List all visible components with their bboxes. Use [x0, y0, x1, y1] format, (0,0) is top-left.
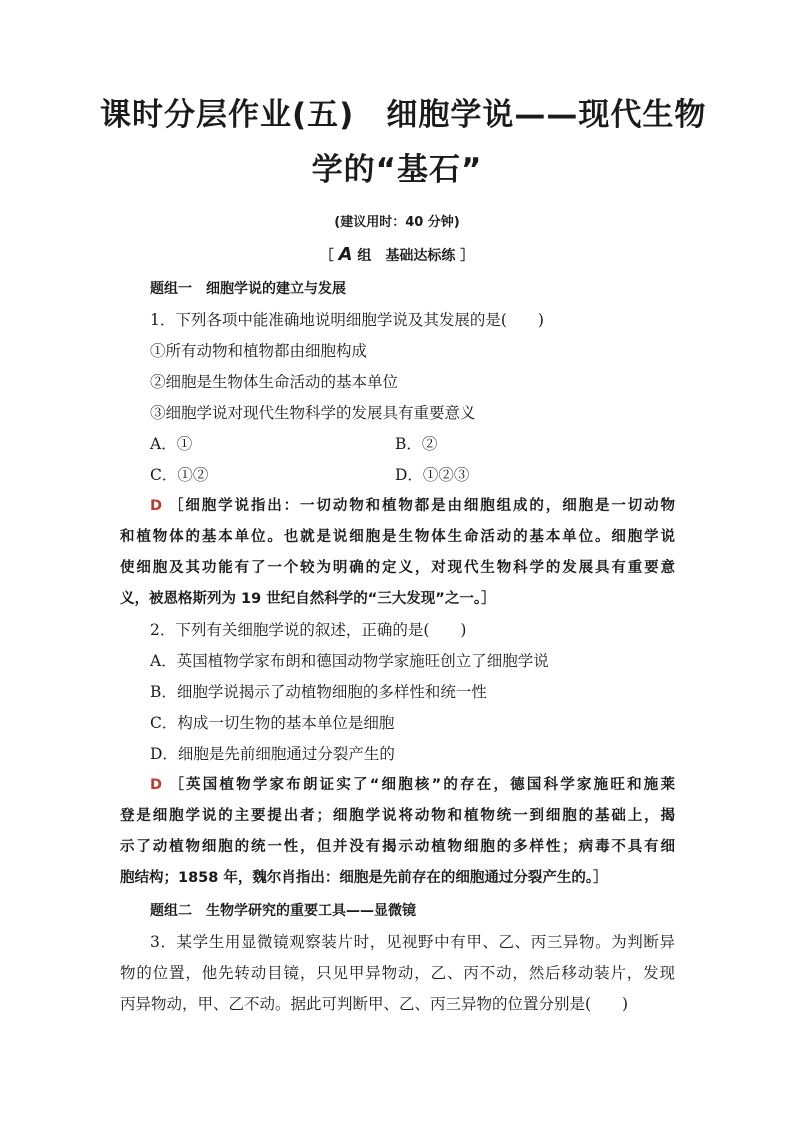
group-bracket-open: ［ — [319, 248, 334, 264]
answer-explanation-line: 和植物体的基本单位。也就是说细胞是生物体生命活动的基本单位。细胞学说 — [120, 529, 675, 545]
question-1-option-c: C．①② — [150, 466, 209, 484]
question-2-answer — [150, 774, 675, 796]
answer-explanation-line: 示了动植物细胞的统一性，但并没有揭示动植物细胞的多样性；病毒不具有细 — [120, 839, 675, 855]
answer-explanation-line: 义，被恩格斯列为 19 世纪自然科学的“三大发现”之一。］ — [120, 591, 496, 607]
question-3-line: 3．某学生用显微镜观察装片时，见视野中有甲、乙、丙三异物。为判断异 — [150, 933, 675, 951]
answer-letter: D — [150, 498, 163, 514]
question-1-item: ②细胞是生物体生命活动的基本单位 — [150, 373, 399, 391]
question-1-option-d: D．①②③ — [395, 466, 470, 484]
question-2-option-a: A．英国植物学家布朗和德国动物学家施旺创立了细胞学说 — [150, 652, 549, 670]
question-1-option-a: A．① — [150, 435, 193, 453]
question-2-option-d: D．细胞是先前细胞通过分裂产生的 — [150, 745, 395, 763]
answer-letter: D — [150, 777, 163, 793]
section-heading-2: 题组二 生物学研究的重要工具——显微镜 — [150, 903, 416, 919]
group-bracket-close: ］ — [460, 248, 475, 264]
answer-explanation-line: 登是细胞学说的主要提出者；细胞学说将动物和植物统一到细胞的基础上，揭 — [120, 808, 675, 824]
group-label — [0, 244, 794, 265]
answer-explanation-line: ［细胞学说指出：一切动物和植物都是由细胞组成的，细胞是一切动物 — [168, 498, 675, 514]
answer-explanation-line: 使细胞及其功能有了一个较为明确的定义，对现代生物科学的发展具有重要意 — [120, 560, 675, 576]
question-2-stem: 2．下列有关细胞学说的叙述，正确的是( ) — [150, 621, 467, 639]
question-2-option-b: B．细胞学说揭示了动植物细胞的多样性和统一性 — [150, 683, 487, 701]
group-letter: A — [338, 244, 353, 265]
question-3-line: 物的位置，他先转动目镜，只见甲异物动，乙、丙不动，然后移动装片，发现 — [120, 964, 675, 982]
answer-explanation-line: 胞结构；1858 年，魏尔肖指出：细胞是先前存在的细胞通过分裂产生的。］ — [120, 870, 608, 886]
question-2-option-c: C．构成一切生物的基本单位是细胞 — [150, 714, 395, 732]
page-title-line2: 学的“基石” — [311, 152, 483, 188]
question-1-stem: 1．下列各项中能准确地说明细胞学说及其发展的是( ) — [150, 311, 544, 329]
section-heading-1: 题组一 细胞学说的建立与发展 — [150, 281, 346, 297]
question-1-answer — [150, 495, 675, 517]
question-1-item: ③细胞学说对现代生物科学的发展具有重要意义 — [150, 404, 476, 422]
question-1-item: ①所有动物和植物都由细胞构成 — [150, 342, 368, 360]
question-3-line: 丙异物动，甲、乙不动。据此可判断甲、乙、丙三异物的位置分别是( ) — [120, 995, 629, 1013]
time-note: (建议用时：40 分钟) — [334, 215, 460, 230]
question-1-option-b: B．② — [395, 435, 438, 453]
page-title-line1: 课时分层作业(五) 细胞学说——现代生物 — [100, 97, 707, 133]
answer-explanation-line: ［英国植物学家布朗证实了“细胞核”的存在，德国科学家施旺和施莱 — [169, 777, 675, 793]
group-label-text: 组 基础达标练 — [357, 248, 456, 264]
